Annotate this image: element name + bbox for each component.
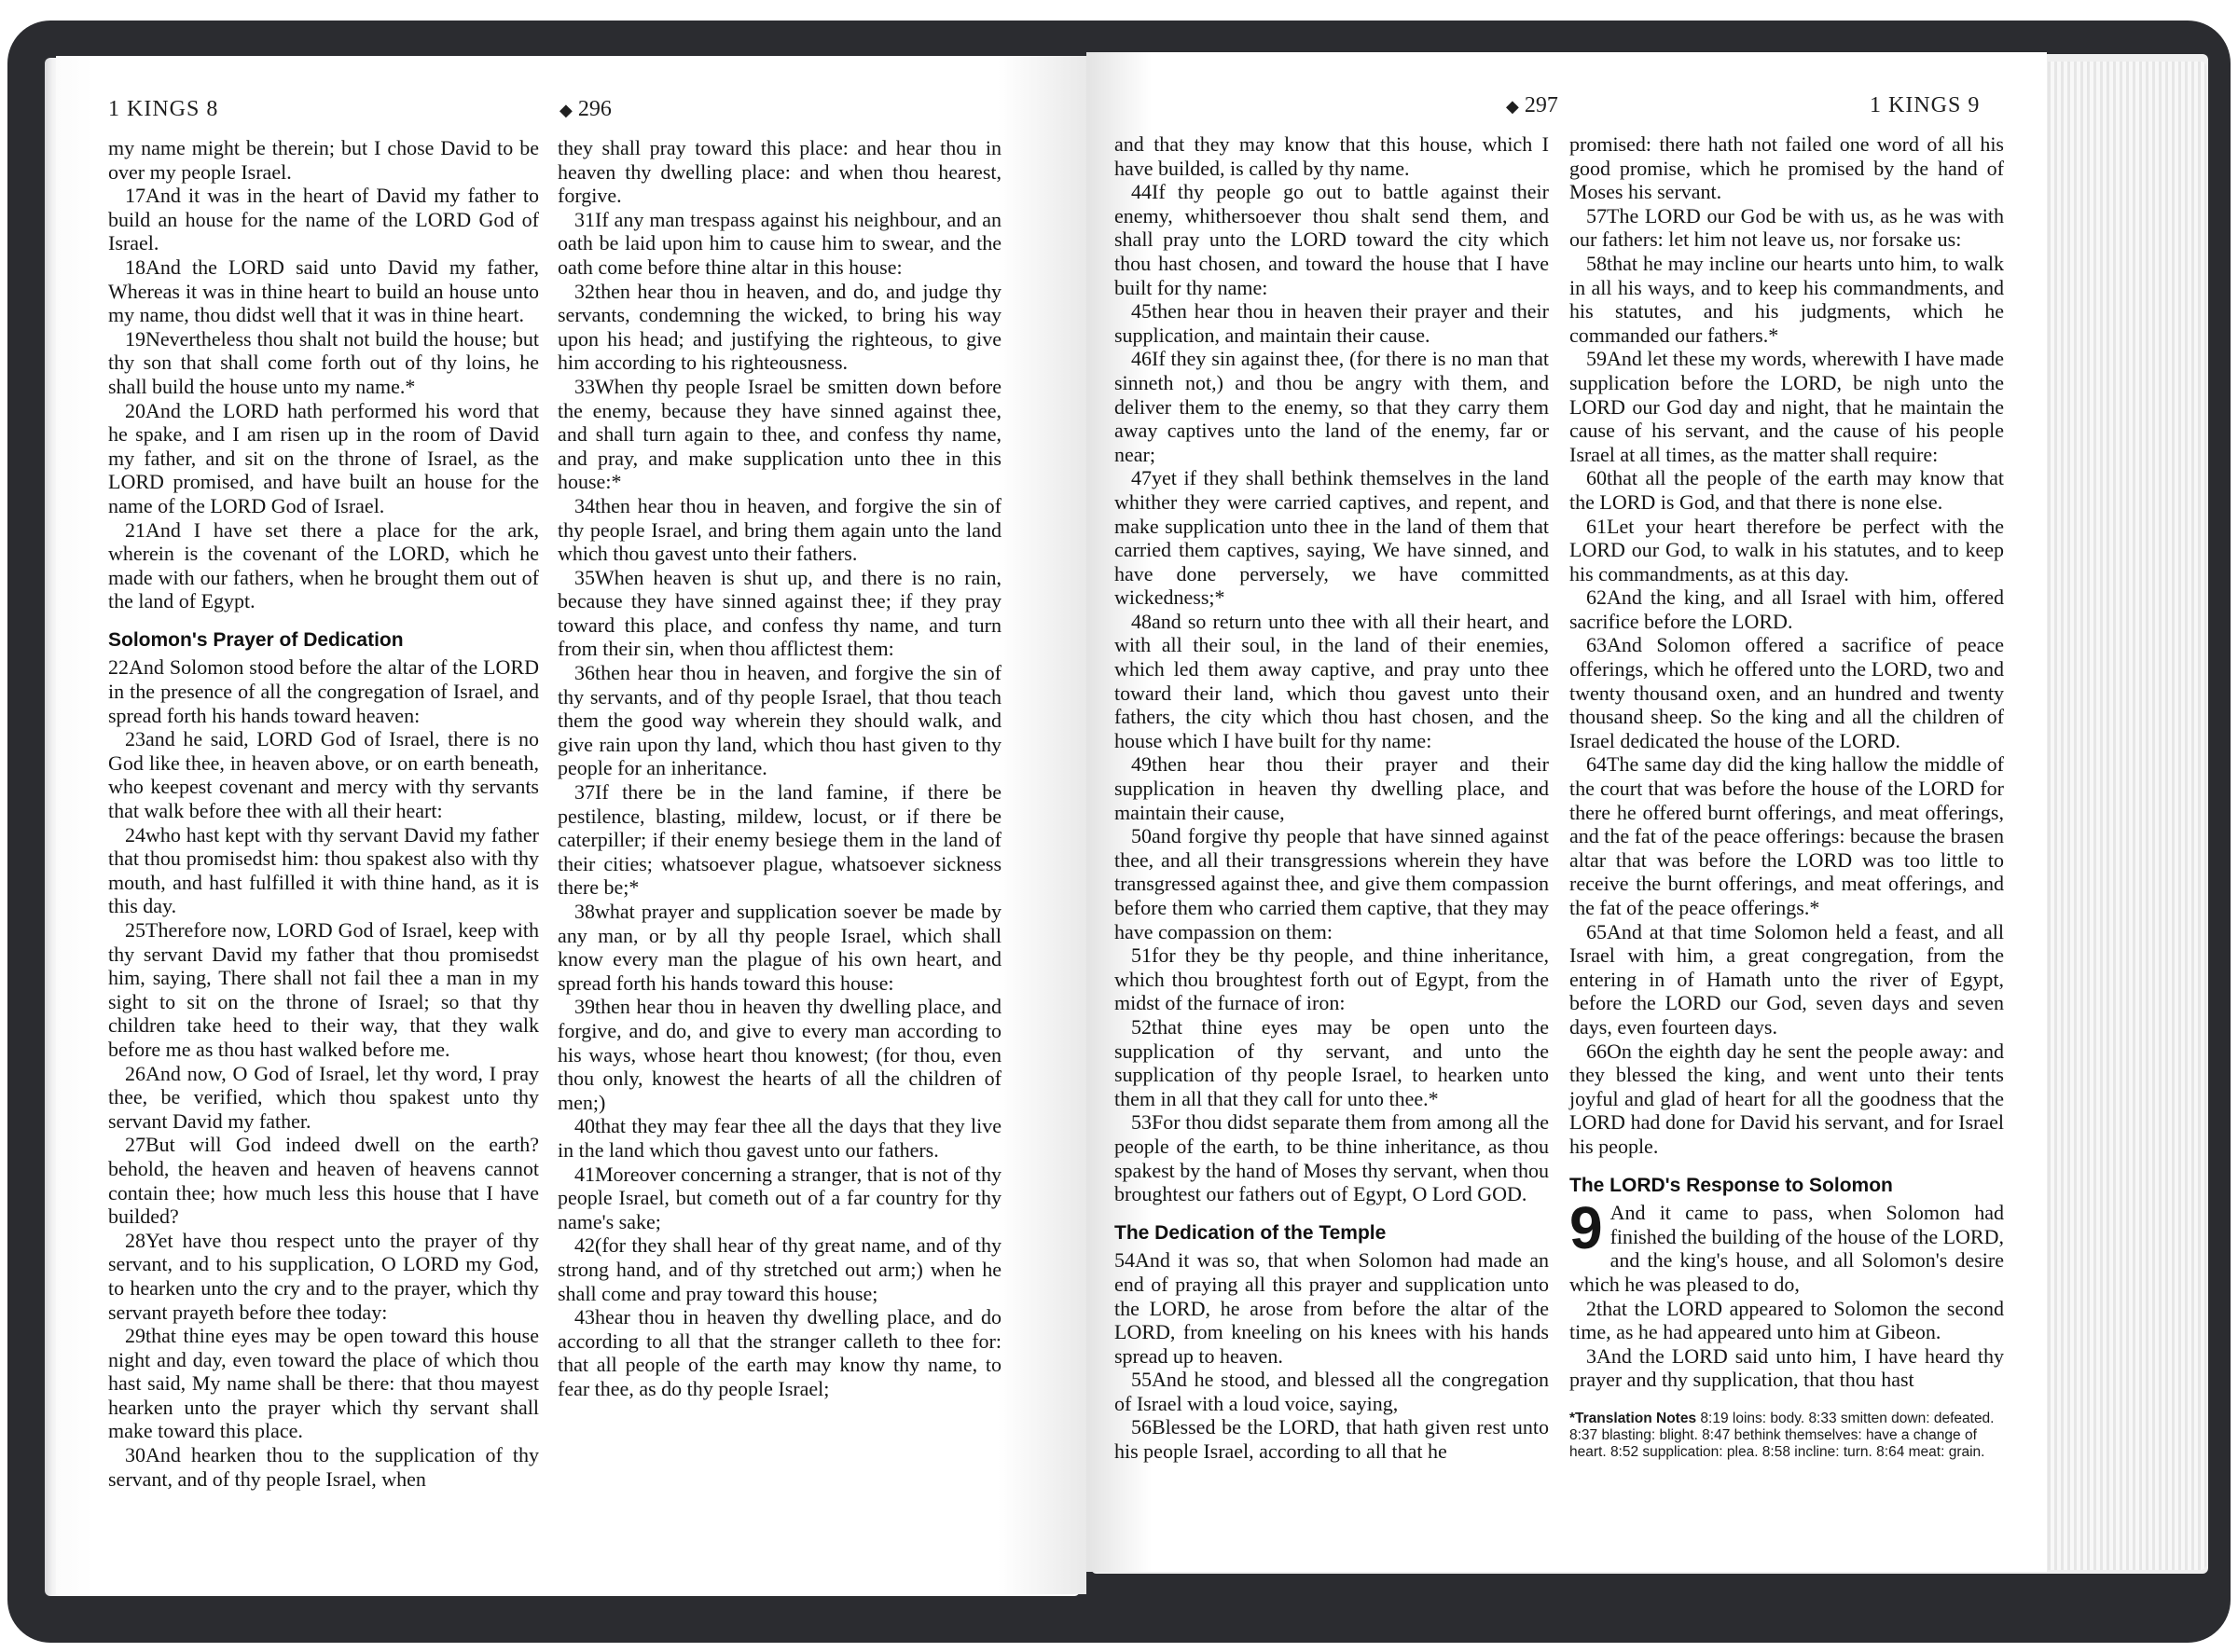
right-page — [1086, 52, 2047, 1572]
right-column-2 — [1569, 132, 2004, 1461]
verse: 64The same day did the king hallow the middle of the court that was before the house of the LORD for there he offered burnt offerings, and meat offerings, and the fat of the peace offerings: because the brasen altar that was before the LORD was too little to receive the burnt offerings, and meat offerings, and the fat of the peace offerings.* — [1569, 752, 2004, 919]
verse: 45then hear thou in heaven their prayer and their supplication, and maintain their cause. — [1114, 299, 1549, 347]
verse: 47yet if they shall bethink themselves in the land whither they were carried captives, and repent, and make supplication unto thee in the land of them that carried them captives, saying, We have sinned, and have done perversely, we have committed wickedness;* — [1114, 466, 1549, 610]
verse: 31If any man trespass against his neighbour, and an oath be laid upon him to cause him to swear, and the oath come before thine altar in this house: — [558, 207, 1002, 279]
verse: 25Therefore now, LORD God of Israel, keep with thy servant David my father that thou promisedst him, saying, There shall not fail thee a man in my sight to sit on the throne of Israel; so that thy children take heed to their way, that they walk before me as thou hast walked before me. — [108, 918, 539, 1061]
section-heading: The LORD's Response to Solomon — [1569, 1174, 1893, 1196]
verse: 44If thy people go out to battle against their enemy, whithersoever thou shalt send them, and shall pray unto the LORD toward the city which thou hast chosen, and toward the house that I have built for thy name: — [1114, 180, 1549, 299]
page-mark-icon: ◆ — [1506, 97, 1519, 116]
verse: 63And Solomon offered a sacrifice of peace offerings, which he offered unto the LORD, two and twenty thousand oxen, and an hundred and twenty thousand sheep. So the king and all the children of Israel dedicated the house of the LORD. — [1569, 633, 2004, 752]
verse: 65And at that time Solomon held a feast, and all Israel with him, a great congregation, from the entering in of Hamath unto the river of Egypt, before the LORD our God, seven days and seven days, even fourteen days. — [1569, 919, 2004, 1039]
verse: 52that thine eyes may be open unto the supplication of thy servant, and unto the supplication of thy people Israel, to hearken unto them in all that they call for unto thee.* — [1114, 1014, 1549, 1110]
verse: and that they may know that this house, which I have builded, is called by thy name. — [1114, 132, 1549, 180]
verse: 29that thine eyes may be open toward this house night and day, even toward the place of which thou hast said, My name shall be there: that thou mayest hearken unto the prayer which thy servant shall make toward this place. — [108, 1324, 539, 1443]
verse: 17And it was in the heart of David my father to build an house for the name of the LORD God of Israel. — [108, 184, 539, 255]
verse: 46If they sin against thee, (for there is no man that sinneth not,) and thou be angry with them, and deliver them to the enemy, so that they carry them away captives unto the land of the enemy, far or near; — [1114, 347, 1549, 466]
verse: 48and so return unto thee with all their heart, and with all their soul, in the land of their enemies, which led them away captive, and pray unto thee toward their land, which thou gavest unto their fathers, the city which thou hast chosen, and the house which I have built for thy name: — [1114, 609, 1549, 752]
translation-notes-text: 8:19 loins: body. 8:33 smitten down: defeated. 8:37 blasting: blight. 8:47 bethink themselves: have a change of heart. 8:52 supplication: plea. 8:58 incline: turn. 8:64 meat: grain. — [1569, 1410, 1995, 1460]
verse: 32then hear thou in heaven, and do, and judge thy servants, condemning the wicked, to bring his way upon his head; and justifying the righteous, to give him according to his righteousness. — [558, 279, 1002, 375]
verse: 43hear thou in heaven thy dwelling place, and do according to all that the stranger calleth to thee for: that all people of the earth may know thy name, to fear thee, as do thy people Israel; — [558, 1305, 1002, 1400]
verse: 66On the eighth day he sent the people away: and they blessed the king, and went unto their tents joyful and glad of heart for all the goodness that the LORD had done for David his servant, and for Israel his people. — [1569, 1039, 2004, 1158]
right-column-1 — [1114, 132, 1549, 1464]
verse: 23and he said, LORD God of Israel, there is no God like thee, in heaven above, or on earth beneath, who keepest covenant and mercy with thy servants that walk before thee with all their heart: — [108, 727, 539, 823]
verse: 34then hear thou in heaven, and forgive the sin of thy people Israel, and bring them again unto the land which thou gavest unto their fathers. — [558, 493, 1002, 566]
verse: 36then hear thou in heaven, and forgive the sin of thy servants, and of thy people Israel, that thou teach them the good way wherein they should walk, and give rain upon thy land, which thou hast given to thy people for an inheritance. — [558, 661, 1002, 780]
verse: 24who hast kept with thy servant David my father that thou promisedst him: thou spakest also with thy mouth, and hast fulfilled it with thine hand, as it is this day. — [108, 822, 539, 918]
verse: 28Yet have thou respect unto the prayer of thy servant, and to his supplication, O LORD my God, to hearken unto the cry and to the prayer, which thy servant prayeth before thee today: — [108, 1228, 539, 1324]
verse: 58that he may incline our hearts unto him, to walk in all his ways, and to keep his commandments, and his statutes, and his judgments, which he commanded our fathers.* — [1569, 251, 2004, 347]
page-number-value: 297 — [1524, 93, 1558, 117]
verse: promised: there hath not failed one word of all his good promise, which he promised by the hand of Moses his servant. — [1569, 132, 2004, 204]
verse: 41Moreover concerning a stranger, that is not of thy people Israel, but cometh out of a far country for thy name's sake; — [558, 1162, 1002, 1233]
verse: 61Let your heart therefore be perfect with the LORD our God, to walk in his statutes, and to keep his commandments, as at this day. — [1569, 514, 2004, 585]
verse: 27But will God indeed dwell on the earth? behold, the heaven and heaven of heavens cannot contain thee; how much less this house that I have builded? — [108, 1133, 539, 1229]
page-number-value: 296 — [577, 97, 612, 121]
verse: 54And it was so, that when Solomon had made an end of praying all this prayer and supplication unto the LORD, he arose from before the altar of the LORD, from kneeling on his knees with his hands spread up to heaven. — [1114, 1248, 1549, 1368]
verse: 42(for they shall hear of thy great name, and of thy strong hand, and of thy stretched out arm;) when he shall come and pray toward this house; — [558, 1233, 1002, 1305]
page-number-left — [560, 97, 612, 122]
chapter-number: 9 — [1569, 1194, 1603, 1262]
verse: 19Nevertheless thou shalt not build the house; but thy son that shall come forth out of thy loins, he shall build the house unto my name.* — [108, 326, 539, 398]
verse: 56Blessed be the LORD, that hath given rest unto his people Israel, according to all that he — [1114, 1415, 1549, 1464]
verse: 39then hear thou in heaven thy dwelling place, and forgive, and do, and give to every man according to his ways, whose heart thou knowest; (for thou, even thou only, knowest the hearts of all the children of men;) — [558, 995, 1002, 1114]
verse: they shall pray toward this place: and hear thou in heaven thy dwelling place: and when thou hearest, forgive. — [558, 136, 1002, 208]
verse: 60that all the people of the earth may know that the LORD is God, and that there is none else. — [1569, 466, 2004, 514]
page-edges — [2048, 62, 2206, 1570]
verse: 57The LORD our God be with us, as he was with our fathers: let him not leave us, nor forsake us: — [1569, 203, 2004, 252]
verse: 51for they be thy people, and thine inheritance, which thou broughtest forth out of Egypt, from the midst of the furnace of iron: — [1114, 943, 1549, 1015]
verse: 37If there be in the land famine, if there be pestilence, blasting, mildew, locust, or if there be caterpiller; if their enemy besiege them in the land of their cities; whatsoever plague, whatsoever sickness there be;* — [558, 780, 1002, 900]
verse: 26And now, O God of Israel, let thy word, I pray thee, be verified, which thou spakest unto thy servant David my father. — [108, 1061, 539, 1133]
verse: 38what prayer and supplication soever be made by any man, or by all thy people Israel, which shall know every man the plague of his own heart, and spread forth his hands toward this house: — [558, 900, 1002, 995]
verse: 2that the LORD appeared to Solomon the second time, as he had appeared unto him at Gibeon. — [1569, 1296, 2004, 1344]
verse: 21And I have set there a place for the ark, wherein is the covenant of the LORD, which he made with our fathers, when he brought them out of the land of Egypt. — [108, 517, 539, 613]
verse: 22And Solomon stood before the altar of the LORD in the presence of all the congregation of Israel, and spread forth his hands toward heaven: — [108, 655, 539, 727]
left-page — [56, 56, 1086, 1594]
verse: 49then hear thou their prayer and their supplication in heaven thy dwelling place, and maintain their cause, — [1114, 752, 1549, 824]
translation-notes — [1569, 1405, 2004, 1461]
verse: 3And the LORD said unto him, I have heard thy prayer and thy supplication, that thou hast — [1569, 1343, 2004, 1392]
verse: 30And hearken thou to the supplication of thy servant, and of thy people Israel, when — [108, 1443, 539, 1491]
verse: 40that they may fear thee all the days that they live in the land which thou gavest unto our fathers. — [558, 1114, 1002, 1162]
translation-notes-label: *Translation Notes — [1569, 1410, 1697, 1426]
section-heading: Solomon's Prayer of Dedication — [108, 628, 404, 651]
verse: 59And let these my words, wherewith I have made supplication before the LORD, be nigh unto the LORD our God day and night, that he maintain the cause of his servant, and the cause of his people Israel at all times, as the matter shall require: — [1569, 347, 2004, 466]
verse: 55And he stood, and blessed all the congregation of Israel with a loud voice, saying, — [1114, 1368, 1549, 1415]
verse: 18And the LORD said unto David my father, Whereas it was in thine heart to build an house unto my name, thou didst well that it was in thine heart. — [108, 255, 539, 327]
running-head-left: 1 KINGS 8 — [108, 97, 219, 121]
left-column-1 — [108, 136, 539, 1491]
page-mark-icon: ◆ — [560, 101, 573, 119]
section-heading: The Dedication of the Temple — [1114, 1221, 1387, 1244]
page-number-right — [1506, 93, 1558, 118]
chapter-verse-text: And it came to pass, when Solomon had finished the building of the house of the LORD, and the king's house, and all Solomon's desire which he was pleased to do, — [1569, 1201, 2004, 1296]
verse: 33When thy people Israel be smitten down before the enemy, because they have sinned against thee, and shall turn again to thee, and confess thy name, and pray, and make supplication unto thee in this house:* — [558, 374, 1002, 494]
verse: 53For thou didst separate them from among all the people of the earth, to be thine inheritance, as thou spakest by the hand of Moses thy servant, when thou broughtest our fathers out of Egypt, O Lord GOD. — [1114, 1110, 1549, 1206]
verse: my name might be therein; but I chose David to be over my people Israel. — [108, 136, 539, 184]
left-column-2 — [558, 136, 1002, 1400]
chapter-opening — [1569, 1194, 2004, 1296]
verse: 35When heaven is shut up, and there is no rain, because they have sinned against thee; if they pray toward this place, and confess thy name, and turn from their sin, when thou afflictest them: — [558, 565, 1002, 661]
running-head-right: 1 KINGS 9 — [1870, 93, 1981, 117]
verse: 20And the LORD hath performed his word that he spake, and I am risen up in the room of David my father, and sit on the throne of Israel, as the LORD promised, and have built an house for the name of the LORD God of Israel. — [108, 398, 539, 517]
verse: 62And the king, and all Israel with him, offered sacrifice before the LORD. — [1569, 585, 2004, 633]
verse: 50and forgive thy people that have sinned against thee, and all their transgressions wherein they have transgressed against thee, and give them compassion before them who carried them captive, that they may have compassion on them: — [1114, 824, 1549, 943]
